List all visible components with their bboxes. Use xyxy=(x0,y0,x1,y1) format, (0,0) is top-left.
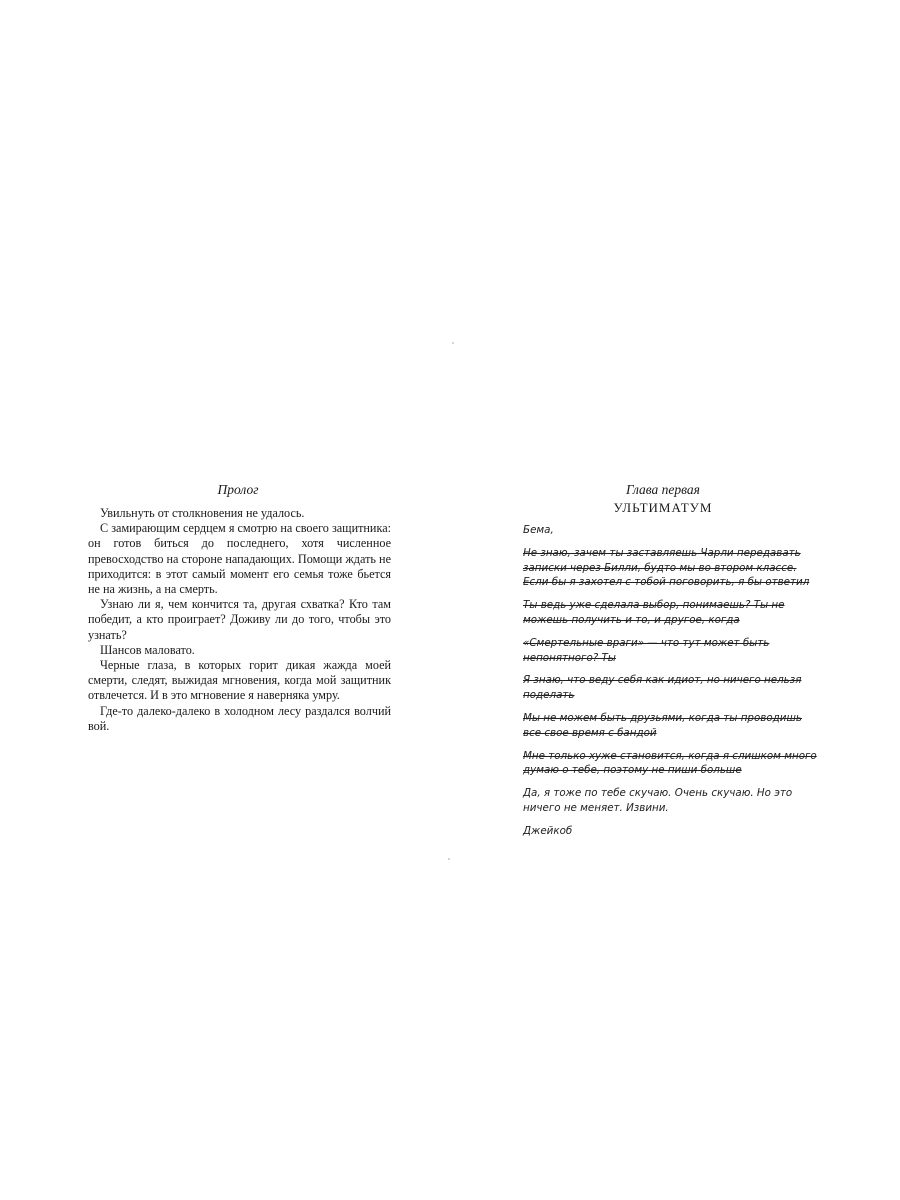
crossed-out-line: Я знаю, что веду себя как идиот, но ничего нельзя поделать xyxy=(523,674,802,702)
crossed-out-line: Мне только хуже становится, когда я слишком много думаю о тебе, поэтому не пиши больше xyxy=(523,749,817,777)
prologue-text xyxy=(88,506,391,734)
handwritten-letter xyxy=(523,523,820,839)
right-page xyxy=(450,0,900,1200)
prologue-paragraph: Черные глаза, в которых горит дикая жажда моей смерти, следят, выжидая мгновения, когда мой защитник отвлечется. И в это мгновение я наверняка умру. xyxy=(88,658,391,703)
scan-speck xyxy=(452,342,454,344)
crossed-out-drafts xyxy=(523,546,820,778)
prologue-paragraph: С замирающим сердцем я смотрю на своего защитника: он готов биться до последнего, хотя численное превосходство на стороне нападающих. Помощи ждать не приходится: в этот самый момент его семья тоже бьется не на жизнь, а на смерть. xyxy=(88,521,391,597)
crossed-out-line: Мы не можем быть друзьями, когда ты проводишь все свое время с бандой xyxy=(523,711,802,739)
crossed-out-line: Ты ведь уже сделала выбор, понимаешь? Ты не можешь получить и то, и другое, когда xyxy=(523,599,785,626)
letter-greeting: Бема, xyxy=(523,524,554,536)
scan-speck xyxy=(448,858,450,860)
prologue-title: Пролог xyxy=(217,482,259,497)
chapter-label: Глава первая xyxy=(626,482,700,497)
chapter-title: УЛЬТИМАТУМ xyxy=(613,500,713,515)
crossed-out-line: «Смертельные враги» — что тут может быть непонятного? Ты xyxy=(523,636,770,664)
prologue-paragraph: Увильнуть от столкновения не удалось. xyxy=(100,506,305,520)
letter-signature: Джейкоб xyxy=(523,824,573,837)
letter-final-line: Да, я тоже по тебе скучаю. Очень скучаю. Но это ничего не меняет. Извини. xyxy=(523,787,793,814)
prologue-paragraph: Узнаю ли я, чем кончится та, другая схватка? Кто там победит, а кто проиграет? Доживу ли до того, чтобы это узнать? xyxy=(88,597,391,642)
prologue-paragraph: Шансов маловато. xyxy=(100,642,195,657)
crossed-out-line: Не знаю, зачем ты заставляешь Чарли передавать записки через Билли, будто мы во втором классе. Если бы я захотел с тобой поговорить, я бы ответил xyxy=(523,546,810,589)
prologue-paragraph: Где-то далеко-далеко в холодном лесу раздался волчий вой. xyxy=(88,703,391,733)
